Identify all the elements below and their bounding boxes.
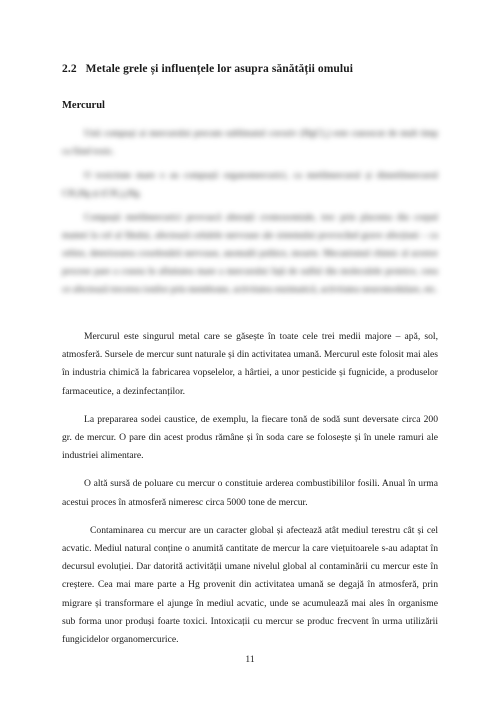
paragraph: La prepararea sodei caustice, de exemplu, la fiecare tonă de sodă sunt deversate circa 200 gr. de mercur. O pare din acest produs rămâne și în soda care se folosește și în unele ramuri ale industriei alimentare. (62, 413, 438, 462)
blurred-paragraph: Unii compuși ai mercurului precum sublimatul coroziv (HgCl₂) este cunoscut de mult timp ca fiind toxic. (62, 129, 438, 157)
subsection-heading: Mercurul (62, 100, 105, 111)
section-heading (62, 63, 353, 75)
blurred-paragraph: O toxicitate mare o au compușii organomercurici, ca metilmercurul și dimetilmercurul CH₃Hg și (CH₃)₂Hg. (62, 171, 438, 199)
paragraph: O altă sursă de poluare cu mercur o constituie arderea combustibililor fosili. Anual în urma acestui proces în atmosferă nimeresc circa 5000 tone de mercur. (62, 478, 438, 508)
paragraph: Mercurul este singurul metal care se găsește în toate cele trei medii majore – apă, sol, atmosferă. Sursele de mercur sunt naturale și din activitatea umană. Mercurul este folosit mai ales în industria chimică la fabricarea vopselelor, a hârtiei, a unor pesticide și fugnicide, a produselor farmaceutice, a dezinfectanților. (62, 331, 438, 397)
paragraph: Contaminarea cu mercur are un caracter global și afectează atât mediul terestru cât și cel acvatic. Mediul natural conține o anumită cantitate de mercur la care viețuitoarele s-au adaptat în decursul evoluției. Dar datorită activității umane nivelul global al contaminării cu mercur este în creștere. Cea mai mare parte a Hg provenit din activitatea umană se degajă în atmosferă, prin migrare și transformare el ajunge în mediul acvatic, unde se acumulează mai ales în organisme sub forma unor produși foarte toxici. Intoxicații cu mercur se produc frecvent în urma utilizării fungicidelor organomercurice. (62, 524, 438, 646)
blurred-paragraph: Compușii metilmercurici provoacă alterații cromozomiale, trec prin placenta din corpul mamei la cel al fătului, afectează celulele nervoase ale sistemului provocând grave afecțiuni – ca orbire, deteriorarea coordonării nervoase, anomalii psihice, moarte. Mecanismul chimic al acestor procese pare a consta în afinitatea mare a mercurului față de sulful din moleculele proteice, ceea ce afectează trecerea ionilor prin membrane, activitatea enzimatică, activitatea neuromodulare, etc. (62, 213, 438, 295)
section-number: 2.2 (62, 63, 77, 75)
blurred-text-region (62, 125, 438, 305)
section-title: Metale grele și influențele lor asupra sănătății omului (85, 63, 353, 75)
page-number: 11 (245, 655, 255, 665)
body-text (62, 328, 438, 659)
